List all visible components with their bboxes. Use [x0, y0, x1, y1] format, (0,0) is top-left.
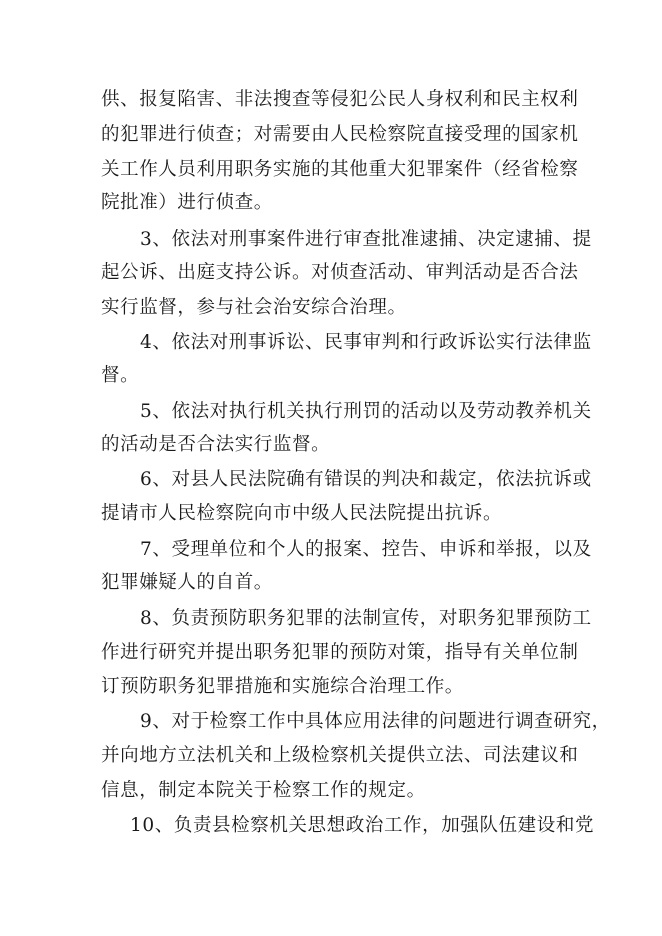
- text-line: 的活动是否合法实行监督。: [101, 434, 331, 455]
- text-line: 供、报复陷害、非法搜查等侵犯公民人身权利和民主权利: [101, 89, 579, 110]
- text-line: 6、对县人民法院确有错误的判决和裁定，依法抗诉或: [140, 469, 592, 490]
- text-line: 院批准）进行侦查。: [101, 192, 273, 213]
- text-line: 10、负责县检察机关思想政治工作，加强队伍建设和党: [130, 815, 595, 836]
- text-line: 关工作人员利用职务实施的其他重大犯罪案件（经省检察: [101, 159, 579, 180]
- text-line: 作进行研究并提出职务犯罪的预防对策，指导有关单位制: [101, 642, 579, 663]
- text-line: 4、依法对刑事诉讼、民事审判和行政诉讼实行法律监: [140, 332, 592, 353]
- text-line: 订预防职务犯罪措施和实施综合治理工作。: [101, 676, 464, 697]
- text-line: 7、受理单位和个人的报案、控告、申诉和举报，以及: [140, 539, 592, 560]
- text-line: 实行监督，参与社会治安综合治理。: [101, 297, 407, 318]
- text-line: 信息，制定本院关于检察工作的规定。: [101, 780, 426, 801]
- text-line: 5、依法对执行机关执行刑罚的活动以及劳动教养机关: [140, 401, 592, 422]
- text-line: 9、对于检察工作中具体应用法律的问题进行调查研究，: [140, 711, 611, 732]
- text-line: 8、负责预防职务犯罪的法制宣传，对职务犯罪预防工: [140, 608, 592, 629]
- text-line: 3、依法对刑事案件进行审查批准逮捕、决定逮捕、提: [140, 229, 592, 250]
- text-line: 督。: [101, 365, 140, 386]
- text-line: 并向地方立法机关和上级检察机关提供立法、司法建议和: [101, 745, 579, 766]
- text-line: 犯罪嫌疑人的自首。: [101, 572, 273, 593]
- text-line: 提请市人民检察院向市中级人民法院提出抗诉。: [101, 503, 503, 524]
- text-line: 的犯罪进行侦查；对需要由人民检察院直接受理的国家机: [101, 124, 579, 145]
- text-line: 起公诉、出庭支持公诉。对侦查活动、审判活动是否合法: [101, 262, 579, 283]
